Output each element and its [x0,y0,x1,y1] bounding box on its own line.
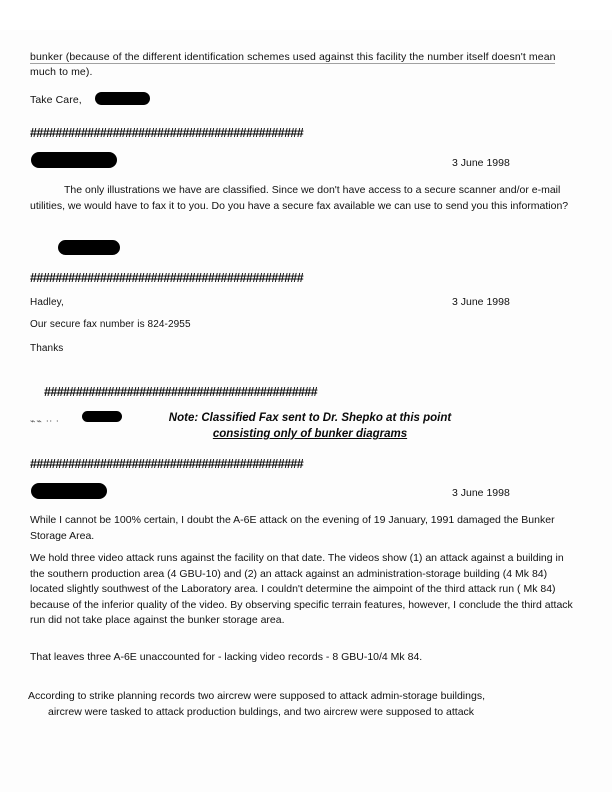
thanks-text: Thanks [30,343,64,354]
paragraph-3: We hold three video attack runs against the facility on that date. The videos show (1) an attack against a building in the southern production area (4 GBU-10) and (2) an attack against an administration-storage building (4 Mk 84) located slightly southwest of the Laboratory area. I couldn't determine the aimpoint of the third attack run ( Mk 84) because of the inferior quality of the video. By observing specific terrain features, however, I conclude the third attack run did not take place against the bunker storage area. [30,552,573,626]
date-2: 3 June 1998 [452,296,510,308]
page-top-margin [0,0,612,30]
scan-artifact-line [30,63,555,64]
paragraph-4: That leaves three A-6E unaccounted for - lacking video records - 8 GBU-10/4 Mk 84. [30,651,423,663]
redaction-signature-1 [95,92,150,105]
redaction-signature-3 [82,411,122,422]
separator-1: ########################################### [30,126,304,140]
paragraph-2: While I cannot be 100% certain, I doubt the A-6E attack on the evening of 19 January, 1991 damaged the Bunker Storage Area. [30,514,555,542]
salutation-2: Hadley, [30,297,64,308]
scan-smudge-artifact: ⌁⌁ ⸱⸱ ⸱ [30,416,60,426]
paragraph-6: aircrew were tasked to attack production buldings, and two aircrew were supposed to attack [48,706,475,718]
fax-number-line: Our secure fax number is 824-2955 [30,319,191,330]
separator-3: ########################################### [44,385,318,399]
date-3: 3 June 1998 [452,487,510,499]
redaction-signature-2 [58,240,120,255]
paragraph-5: According to strike planning records two aircrew were supposed to attack admin-storage buildings, [28,690,485,702]
date-1: 3 June 1998 [452,157,510,169]
classified-fax-note [140,410,480,442]
redaction-sender-2 [31,483,107,499]
top-paragraph: bunker (because of the different identification schemes used against this facility the number itself doesn't mean much to me). [30,51,556,78]
separator-4: ########################################### [30,457,304,471]
separator-2: ########################################### [30,271,304,285]
signoff-text: Take Care, [30,94,82,106]
note-line-2: consisting only of bunker diagrams [212,428,408,440]
note-line-1: Note: Classified Fax sent to Dr. Shepko at this point [168,412,452,424]
paragraph-1: The only illustrations we have are classified. Since we don't have access to a secure scanner and/or e-mail utilities, we would have to fax it to you. Do you have a secure fax available we can use to send you this information? [30,184,569,212]
redaction-sender-1 [31,152,117,168]
